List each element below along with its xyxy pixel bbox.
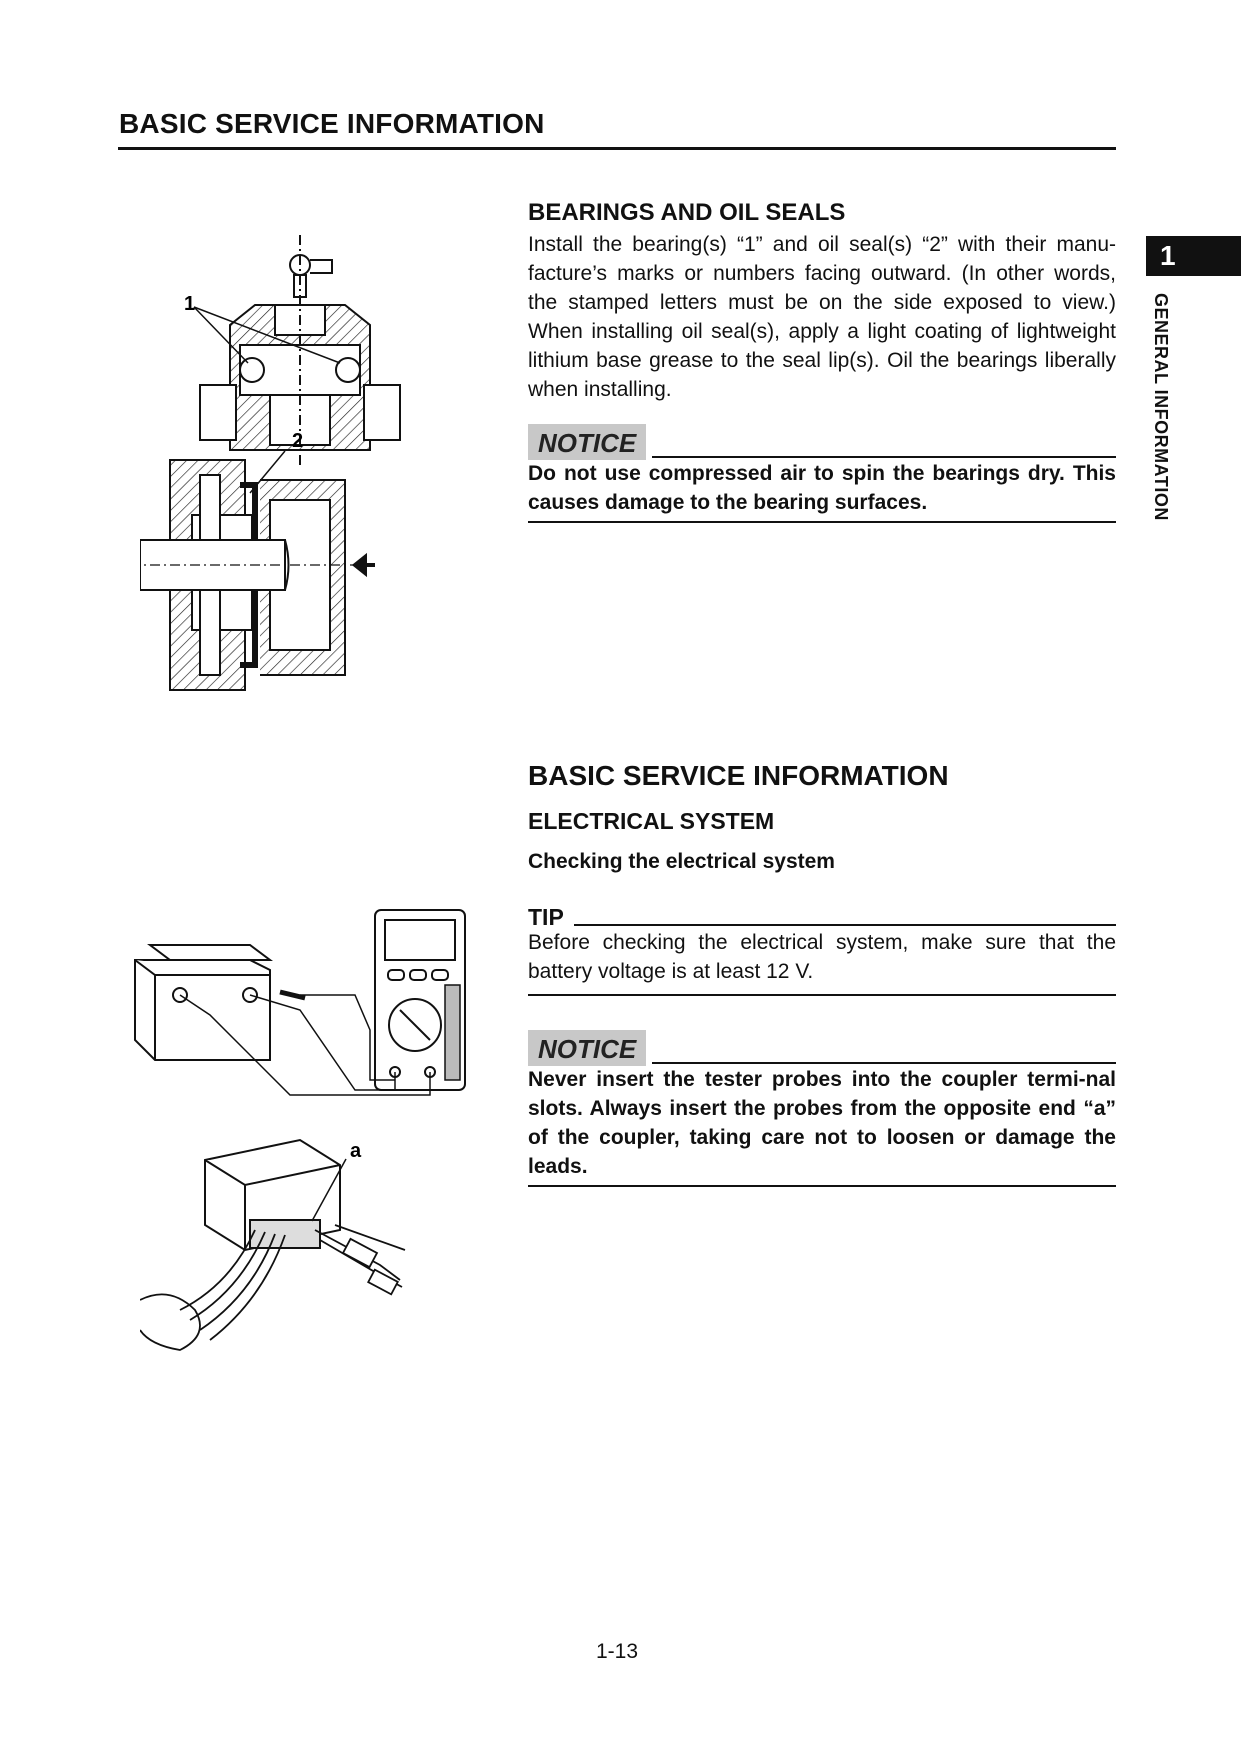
bearings-heading: BEARINGS AND OIL SEALS	[528, 199, 846, 226]
bearing-seal-illustration	[140, 235, 470, 695]
header-rule	[118, 147, 1116, 150]
bearing-label: 1	[184, 293, 196, 315]
press-direction-arrow	[355, 557, 375, 573]
bearings-body: Install the bearing(s) “1” and oil seal(s) “2” with their manu-facture’s marks or numbers facing outward. (In other words, the stamped letters must be on the side exposed to view.) When installing oil seal(s), apply a light coating of lightweight lithium base grease to the seal lip(s). Oil the bearings liberally when installing.	[528, 233, 1116, 401]
tip-text: Before checking the electrical system, make sure that the battery voltage is at least 12 V.	[528, 931, 1116, 983]
notice-rule-bottom-electrical	[528, 1185, 1116, 1187]
chapter-tab-number: 1	[1146, 236, 1241, 276]
tip-label: TIP	[528, 904, 564, 930]
notice-rule-top-electrical	[652, 1062, 1116, 1064]
electrical-subheading: Checking the electrical system	[528, 850, 835, 873]
section-title-electrical: BASIC SERVICE INFORMATION	[528, 760, 949, 791]
notice-text-bearings: Do not use compressed air to spin the bearings dry. This causes damage to the bearing surfaces.	[528, 462, 1116, 514]
notice-text-electrical: Never insert the tester probes into the coupler termi-nal slots. Always insert the probes from the opposite end “a” of the coupler, taking care not to loosen or damage the leads.	[528, 1068, 1116, 1178]
page-title: BASIC SERVICE INFORMATION	[119, 108, 545, 139]
coupler-probe-illustration	[140, 1135, 440, 1355]
battery-tester-illustration	[130, 900, 470, 1100]
notice-rule-bottom	[528, 521, 1116, 523]
notice-rule-top	[652, 456, 1116, 458]
notice-label-electrical: NOTICE	[528, 1030, 646, 1066]
coupler-end-label: a	[350, 1140, 362, 1162]
tip-rule-bottom	[528, 994, 1116, 996]
electrical-heading: ELECTRICAL SYSTEM	[528, 808, 775, 834]
seal-label: 2	[292, 430, 304, 452]
page-number: 1-13	[596, 1640, 639, 1663]
tip-rule-top	[574, 924, 1116, 926]
chapter-tab-label: GENERAL INFORMATION	[1151, 293, 1171, 521]
notice-label-bearings: NOTICE	[528, 424, 646, 460]
